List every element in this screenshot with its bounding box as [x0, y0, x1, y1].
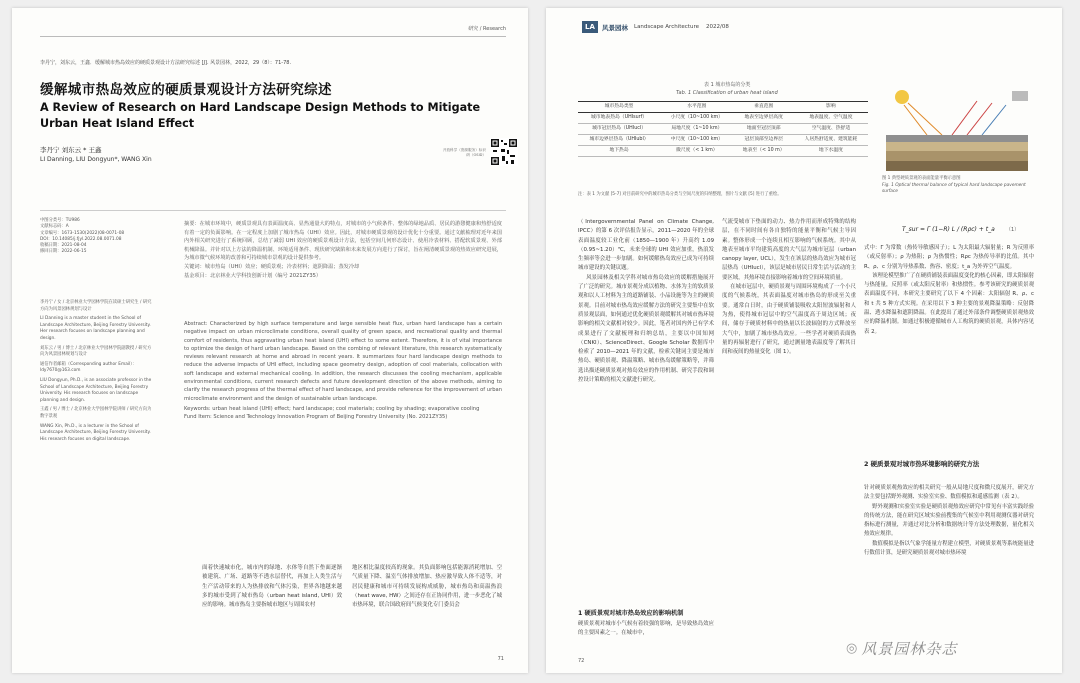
- table-cell: 城市边界层热岛（UHIubl）: [578, 135, 660, 146]
- classification-table: [578, 101, 868, 157]
- table-cell: 人居热舒适度、建筑能耗: [794, 135, 868, 146]
- table-cell: 局地尺度（1~10 km）: [660, 124, 733, 135]
- qr-caption: 开放科学（资源服务）标识码（OSID）: [442, 148, 486, 157]
- table-cell: 小尺度（10~100 km）: [660, 113, 733, 124]
- meta-line: 收稿日期：2021-08-04: [40, 243, 87, 249]
- right-page: [546, 8, 1062, 673]
- left-page: [12, 8, 528, 673]
- body-column-3: 式中：Γ 为常数（热传导敏感因子）；L 为太阳最大辐射量；R 为反照率（或反射率）；ρ 为热阻；ρ 为热惯性；Rρc 为热传导率的比值。其中 R、ρ、c 分别为导热系数、热容、密度；t_a 为外界空气温度。 该理论模型推广了在硬质铺装表面温度变化的核心因素，即太阳辐射与热能量，反照率（或太阳反射率）和热惯性。参考该研究的硬质景观表面温度不同，本研究主要研究了以下 4 个因素：太阳辐射 R、ρ、c 和 t 共 5 种方式实现。在采用以下 3 种主要的景观降温策略：反射降温、透水降温和遮阴降温。在此提出了通过外部条件调整硬质景观热效应的降温机制。如通过积极遵循城市人工构筑的硬质景观，具体内容见表 2。: [864, 245, 1034, 335]
- abstract-cn: 摘要：在城市环境中，硬质景观具有表面温度高、显热通量大的特点，对城市的小气候条件、整体的绿地品质、居民的游憩健康和热舒适度有着一定的负面影响。在一定程度上加剧了城市热岛（UHI）效应。因此，对城市硬质景观的设计优化十分重要。通过文献梳理对近年来国内外相关研究进行了系统回顾，总结了减弱 UHI 效应的硬质景观设计方法，包括空间几何形态设计、使用冷表材料、搭配软质景观、外部机械降温。并针对以上方法的降温机制、环境适用条件、现状研究缺陷和未来发展方向进行了探讨，旨在阐清硬质景观的热效应研究进展，为城市微气候环境的改善和可持续城市景观的设计提供参考。: [184, 221, 502, 262]
- authors-cn: 李丹宁 刘东云 * 王鑫: [40, 146, 102, 154]
- table-cell: 地下热岛: [578, 146, 660, 157]
- table-header-cell: 垂直范围: [734, 102, 794, 113]
- meta-line: 文献标志码：A: [40, 224, 69, 230]
- formula: T_sur = Γ (1−R) L / (Rρc) + t_a: [902, 226, 995, 233]
- body-column-2: 气流受城市下垫面的动力、热力作用而形成特殊的结构层，在不同时间有各自独特的能量平衡和气候主导因素。整体形成一个连续且相互影响的气候系统。其中从地表至城市平均建筑高度的大气层为城市冠层（urban canopy layer, UCL），发生在该层的热岛效应为城市冠层热岛（UHIucl），该层是城市居民日常生活与活动的主要区域，其热环境直接影响着城市的空间环境质量。 在城市冠层中，硬质景观与周围环境构成了一个小尺度的气候系统，其表面温度对城市热岛的形成至关重要。通常白日时，由于硬质铺装吸收太阳短波辐射和人为热，使得城市冠层中的空气温度高于周边区域；夜间，储存于硬质材料中的热量以长波辐射的方式释放至大气中，加剧了城市热岛效应。一些学者对硬质表面热量的再辐射进行了研究，通过测量地表温度等了解其日间和夜间的热量变化（图 1）。: [722, 219, 856, 356]
- title-cn: 缓解城市热岛效应的硬质景观设计方法研究综述: [40, 82, 332, 98]
- meta-line: 修回日期：2022-06-15: [40, 249, 87, 255]
- table-cell: 地表至（< 10 m）: [734, 146, 794, 157]
- figure-caption-en: Fig. 1 Optical thermal balance of typical hard landscape pavement surface: [882, 183, 1026, 194]
- table-title-cn: 表 1 城市热岛的分类: [704, 82, 751, 88]
- page-number: 72: [578, 658, 585, 664]
- section-1-heading: 1 硬质景观对城市热岛效应的影响机制: [578, 610, 684, 617]
- header-rule: [40, 36, 506, 37]
- watermark-text: 风景园林杂志: [861, 639, 958, 658]
- bio-line: 李丹宁 / 女 / 北京林业大学园林学院在读硕士研究生 / 研究方向为风景园林规划与设计: [40, 300, 152, 312]
- figure-caption: 图 1 典型硬质景观的表面能量平衡示意图: [882, 176, 961, 181]
- table-header-cell: 水平范围: [660, 102, 733, 113]
- bio-line: 通信作者邮箱（Corresponding author Email）：ldy7670@163.com: [40, 361, 137, 374]
- table-row: [578, 124, 868, 135]
- energy-balance-figure: [882, 83, 1032, 173]
- table-note: 注：表 1 为文献 [5-7] 对目前研究中的城市热岛分类与空间尺度的归纳整理，图片与文献 [5] 进行了重绘。: [578, 192, 782, 197]
- body-column-2: 地区相比温度较高的现象。其负面影响包括能源消耗增加、空气质量下降、温室气体排放增加、热应激导致人体不适等，对居民健康和城市可持续发展构成威胁，城市热岛和高温热浪（heat wave, HW）之间还存在正协同作用，进一步恶化了城市热环境，联合国政府间气候变化专门委员会: [352, 565, 502, 609]
- page-header: 研究 / Research: [468, 26, 506, 32]
- journal-logo: LA: [582, 21, 598, 33]
- body-column-1: （Intergovernmental Panel on Climate Change, IPCC）的第 6 次评估报告显示，2011—2020 年的全球表面温度较工业化前（1850—1900 年）升高约 1.09（0.95~1.20）℃，未来全球的 UHI 效应加重，热浪发生频率等会进一步加剧。如何缓解热岛效应已成为可持续城市建设的关键议题。 风景园林及相关学科对城市热岛效应的缓解措施展开了广泛的研究。城市景观分成以植物、水体为主的软质景观和以人工材料为主的道路铺装、小品设施等为主的硬质景观。目前对城市热岛效应缓解方法的研究主要集中在软质景观层面，如何通过优化硬质景观缓解其对城市热环境影响的相关文献相对较少。因此，笔者对国内外已有学术成果进行了文献梳理和归纳总结，主要以中国知网（CNKI）、ScienceDirect、Google Scholar 数据库中检索了 2010—2021 年的文献，检索关键词主要是城市热岛、硬质景观、降温策略、城市热岛缓解策略等，并筛选出描述硬质景观对热岛效应的作用机制、研究手段和调控设计策略的相关文献进行研究。: [578, 219, 714, 384]
- meta-block: [40, 218, 170, 256]
- body-column-1: 面着快速城市化，城市内的绿地、水体等自然下垫面逐渐被建筑、广场、道路等不透水层替代，再加上人类生活与生产活动带来的人为热排放和气体污染，世界各地越来越多的城市受到了城市热岛（urban heat island, UHI）效应的影响。城市热岛主要指城市地区与周围农村: [202, 565, 342, 609]
- title-en: A Review of Research on Hard Landscape Design Methods to Mitigate Urban Heat Island Effect: [40, 101, 481, 130]
- formula-number: （1）: [1006, 227, 1020, 233]
- section-2-heading: 2 硬质景观对城市热环境影响的研究方法: [864, 460, 980, 468]
- bio-line: LI Danning is a master student in the School of Landscape Architecture, Beijing Forestry University. Her research focuses on landscape planning and design.: [40, 316, 151, 341]
- meta-line: 中图分类号：TU986: [40, 218, 80, 223]
- journal-name: 风景园林: [602, 24, 628, 32]
- bio-line: 王鑫 / 男 / 博士 / 北京林业大学园林学院讲师 / 研究方向为数字景观: [40, 407, 152, 419]
- issue-date: 2022/08: [706, 24, 729, 30]
- table-header-cell: 城市热岛类型: [578, 102, 660, 113]
- keywords-en: Keywords: urban heat island (UHI) effect; hard landscape; cool materials; cooling by shading; evaporative cooling: [184, 405, 480, 412]
- watermark: [846, 636, 957, 660]
- meta-line: DOI：10.14085/j.fjyl.2022.08.0071.08: [40, 236, 122, 242]
- page-number: 71: [497, 656, 504, 662]
- table-cell: 城市地表热岛（UHIsurf）: [578, 113, 660, 124]
- table-cell: 城市冠层热岛（UHIucl）: [578, 124, 660, 135]
- table-header-row: [578, 102, 868, 113]
- table-cell: 中尺度（10~100 km）: [660, 135, 733, 146]
- abstract-cn-block: [184, 220, 502, 280]
- table-header-cell: 影响: [794, 102, 868, 113]
- authors-en: LI Danning, LIU Dongyun*, WANG Xin: [40, 156, 152, 163]
- bio-line: WANG Xin, Ph.D., is a lecturer in the School of Landscape Architecture, Beijing Forestry University. His research focuses on digital landscape.: [40, 423, 151, 442]
- table-cell: 冠层顶部至边界层: [734, 135, 794, 146]
- citation: 李丹宁，刘东云，王鑫．缓解城市热岛效应的硬质景观设计方法研究综述 [J]. 风景园林，2022，29（8）：71-78.: [40, 60, 292, 66]
- author-bio: [40, 300, 152, 446]
- table-cell: 空气温度、热舒适: [794, 124, 868, 135]
- table-cell: 地下水温度: [794, 146, 868, 157]
- table-cell: 地表温度、空气温度: [794, 113, 868, 124]
- table-title-en: Tab. 1 Classification of urban heat island: [676, 90, 778, 96]
- table-row: [578, 113, 868, 124]
- bio-line: 刘东云 / 男 / 博士 / 北京林业大学园林学院副教授 / 研究方向为风景园林规划与设计: [40, 345, 152, 358]
- table-row: [578, 135, 868, 146]
- keywords-cn: 关键词：城市热岛（UHI）效应；硬质景观；冷表材料；遮阴降温；蒸发冷却: [184, 263, 360, 270]
- bio-line: LIU Dongyun, Ph.D., is an associate professor in the School of Landscape Architecture, Beijing Forestry University. His research focuses on landscape planning and design.: [40, 377, 152, 403]
- abstract-en-block: [184, 320, 502, 422]
- table-cell: 地表至边界层高度: [734, 113, 794, 124]
- abstract-en: Abstract: Characterized by high surface temperature and large sensible heat flux, urban hard landscape has a certain negative impact on urban microclimate conditions, overall quality of green space, and recreational quality and thermal comfort of residents, thus aggravating urban heat island (UHI) effect to some extent. Therefore, it is of vital importance to optimize the design of hard urban landscape. Based on the combing of relevant literature, this research systematically reviews relevant research at home and abroad in recent years. It summarizes four hard landscape design methods to reduce the adverse impacts of UHI effect, including space geometry design, adoption of cool materials, collocation with soft landscape and external mechanical cooling. In addition, the research discusses the cooling mechanism, applicable environmental conditions, current research defects and future development direction of the above methods, aiming to clarify the research progress of the thermal effect of hard landscape, and provide reference for the improvement of urban microclimate environment and the design of sustainable urban landscape.: [184, 321, 502, 402]
- section-2-body: 针对硬质景观热效应的相关研究一般从局地尺度和微尺度展开，研究方法主要包括野外观测、实验室实验、数值模拟和遥感监测（表 2）。 野外观测和实验室实验是硬质景观热效应研究中常见有丰富实践经验的传统方法，能在研究区域实验前搜集的气候室中利用观测仪器对研究指标进行测量，并通过对比分析和数据统计等方法处理数据，量化相关热效应规律。 数值模拟是指以气象学能量方程建立模型，对硬质景观等系统能量进行数值计算，是研究硬质景观对城市热环境: [864, 485, 1034, 557]
- table-cell: 地面至冠层顶部: [734, 124, 794, 135]
- fund-cn: 基金项目：北京林业大学科技创新计划（编号 2021ZY35）: [184, 272, 322, 279]
- qr-code: [490, 138, 518, 166]
- table-cell: 微尺度（< 1 km）: [660, 146, 733, 157]
- meta-line: 文章编号：1673-1530(2022)08-0071-08: [40, 230, 125, 236]
- section-rule: [40, 210, 506, 211]
- wechat-icon: ◎: [846, 640, 858, 656]
- fund-en: Fund Item: Science and Technology Innovation Program of Beijing Forestry University (No. 2021ZY35): [184, 414, 448, 421]
- journal-name-en: Landscape Architecture: [634, 24, 699, 30]
- table-row: [578, 146, 868, 157]
- section-1-body: 硬质景观对城市小气候有着较强的影响，是导致热岛效应的主要因素之一。在城市中，: [578, 621, 714, 637]
